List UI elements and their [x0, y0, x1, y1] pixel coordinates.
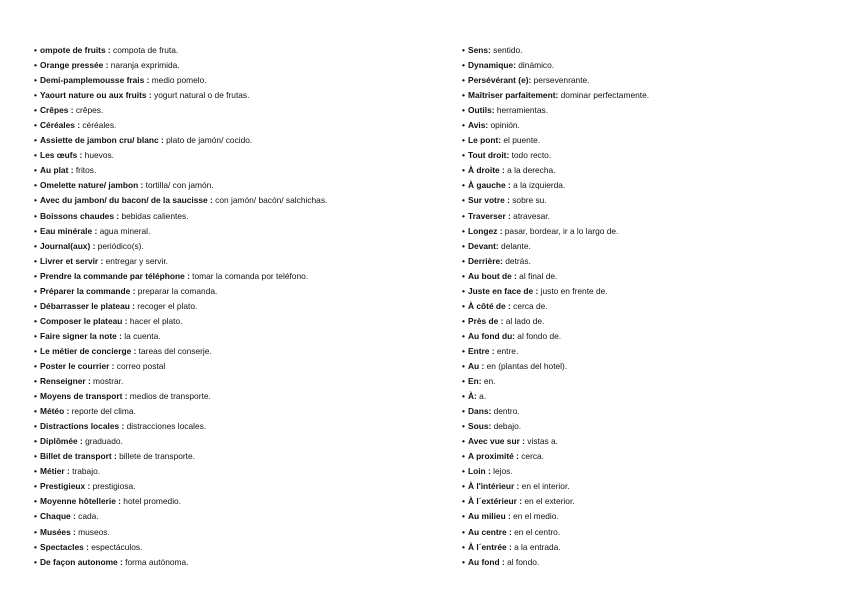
vocab-entry	[462, 540, 832, 555]
vocab-definition: todo recto.	[509, 150, 552, 161]
vocab-entry	[34, 163, 434, 178]
vocab-term: Près de :	[468, 315, 504, 326]
vocab-term: Avec du jambon/ du bacon/ de la saucisse :	[40, 195, 213, 206]
vocab-definition: opinión.	[488, 120, 520, 131]
vocab-definition: el puente.	[501, 135, 541, 146]
vocab-entry	[34, 419, 434, 434]
vocab-definition: herramientas.	[494, 105, 549, 116]
vocab-definition: preparar la comanda.	[135, 285, 218, 296]
bullet-icon: •	[34, 240, 37, 251]
vocab-entry	[34, 193, 434, 208]
vocab-entry	[462, 509, 832, 524]
vocab-definition: tomar la comanda por teléfono.	[189, 270, 309, 281]
vocab-definition: distracciones locales.	[124, 421, 207, 432]
bullet-icon: •	[462, 165, 465, 176]
vocab-entry	[34, 540, 434, 555]
vocab-term: Persévérant (e):	[468, 75, 532, 86]
vocab-term: À l´extérieur :	[468, 496, 522, 507]
bullet-icon: •	[34, 345, 37, 356]
vocab-term: À l´entrée :	[468, 541, 512, 552]
vocab-definition: espectáculos.	[88, 541, 143, 552]
vocab-entry	[462, 209, 832, 224]
vocab-entry	[34, 43, 434, 58]
bullet-icon: •	[462, 60, 465, 71]
vocab-term: Longez :	[468, 225, 503, 236]
vocab-entry	[34, 269, 434, 284]
bullet-icon: •	[462, 451, 465, 462]
bullet-icon: •	[462, 541, 465, 552]
vocab-definition: periódico(s).	[95, 240, 144, 251]
vocab-entry	[462, 329, 832, 344]
bullet-icon: •	[462, 496, 465, 507]
bullet-icon: •	[462, 376, 465, 387]
bullet-icon: •	[34, 436, 37, 447]
vocab-definition: detrás.	[502, 255, 531, 266]
vocab-entry	[34, 103, 434, 118]
vocab-definition: hacer el plato.	[127, 315, 183, 326]
vocab-definition: la cuenta.	[121, 330, 161, 341]
bullet-icon: •	[34, 195, 37, 206]
vocab-entry	[462, 494, 832, 509]
vocab-entry	[34, 178, 434, 193]
vocab-definition: dentro.	[491, 406, 520, 417]
vocab-term: Livrer et servir :	[40, 255, 104, 266]
bullet-icon: •	[34, 150, 37, 161]
bullet-icon: •	[462, 511, 465, 522]
vocab-definition: en el interior.	[519, 481, 570, 492]
vocab-definition: reporte del clima.	[69, 406, 136, 417]
bullet-icon: •	[462, 225, 465, 236]
vocabulary-list-right	[462, 43, 832, 570]
vocab-term: Moyens de transport :	[40, 391, 128, 402]
bullet-icon: •	[34, 255, 37, 266]
bullet-icon: •	[34, 165, 37, 176]
vocab-definition: recoger el plato.	[134, 300, 198, 311]
vocab-entry	[462, 374, 832, 389]
bullet-icon: •	[34, 90, 37, 101]
vocab-entry	[462, 389, 832, 404]
vocab-entry	[462, 314, 832, 329]
vocab-term: Sur votre :	[468, 195, 510, 206]
vocab-entry	[34, 299, 434, 314]
bullet-icon: •	[34, 511, 37, 522]
vocab-term: Derrière:	[468, 255, 503, 266]
bullet-icon: •	[462, 556, 465, 567]
vocab-definition: al fondo de.	[514, 330, 562, 341]
vocab-entry	[462, 449, 832, 464]
vocab-entry	[34, 404, 434, 419]
vocab-term: À:	[468, 391, 477, 402]
vocab-term: Tout droit:	[468, 150, 510, 161]
vocab-entry	[34, 329, 434, 344]
vocab-definition: cerca.	[518, 451, 545, 462]
vocab-term: Sous:	[468, 421, 492, 432]
vocab-entry	[462, 103, 832, 118]
vocab-entry	[34, 509, 434, 524]
vocab-entry	[462, 299, 832, 314]
bullet-icon: •	[462, 210, 465, 221]
vocab-entry	[462, 133, 832, 148]
bullet-icon: •	[462, 135, 465, 146]
vocab-entry	[34, 389, 434, 404]
vocab-entry	[34, 344, 434, 359]
bullet-icon: •	[34, 451, 37, 462]
vocab-definition: cada.	[75, 511, 99, 522]
vocab-term: Entre :	[468, 345, 495, 356]
vocab-entry	[34, 525, 434, 540]
bullet-icon: •	[462, 481, 465, 492]
vocab-entry	[34, 239, 434, 254]
vocab-definition: graduado.	[82, 436, 123, 447]
vocab-definition: al final de.	[516, 270, 558, 281]
vocab-entry	[462, 344, 832, 359]
vocab-definition: debajo.	[491, 421, 522, 432]
vocab-entry	[462, 359, 832, 374]
vocab-term: Au centre :	[468, 526, 512, 537]
bullet-icon: •	[462, 330, 465, 341]
vocab-entry	[34, 254, 434, 269]
bullet-icon: •	[34, 75, 37, 86]
vocab-entry	[462, 148, 832, 163]
vocab-term: Céréales :	[40, 120, 81, 131]
vocab-definition: agua mineral.	[97, 225, 151, 236]
vocab-entry	[462, 224, 832, 239]
vocab-entry	[462, 419, 832, 434]
vocab-term: Sens:	[468, 45, 491, 55]
bullet-icon: •	[34, 541, 37, 552]
vocab-term: À l'intérieur :	[468, 481, 520, 492]
vocab-term: Le métier de concierge :	[40, 345, 137, 356]
bullet-icon: •	[462, 285, 465, 296]
vocab-entry	[462, 555, 832, 570]
bullet-icon: •	[462, 406, 465, 417]
vocab-term: Demi-pamplemousse frais :	[40, 75, 150, 86]
vocab-definition: entregar y servir.	[103, 255, 169, 266]
vocab-entry	[34, 284, 434, 299]
bullet-icon: •	[462, 466, 465, 477]
vocab-definition: dominar perfectamente.	[558, 90, 650, 101]
vocab-entry	[462, 163, 832, 178]
vocab-definition: plato de jamón/ cocido.	[163, 135, 253, 146]
vocab-term: Crêpes :	[40, 105, 74, 116]
vocab-definition: entre.	[494, 345, 519, 356]
vocab-entry	[34, 464, 434, 479]
vocab-definition: trabajo.	[69, 466, 101, 477]
vocab-term: Faire signer la note :	[40, 330, 122, 341]
bullet-icon: •	[462, 526, 465, 537]
vocab-term: Omelette nature/ jambon :	[40, 180, 144, 191]
vocab-definition: fritos.	[73, 165, 97, 176]
vocab-definition: en (plantas del hotel).	[484, 360, 568, 371]
vocab-term: Distractions locales :	[40, 421, 125, 432]
bullet-icon: •	[34, 180, 37, 191]
vocab-term: Assiette de jambon cru/ blanc :	[40, 135, 164, 146]
vocab-term: Journal(aux) :	[40, 240, 96, 251]
vocab-entry	[462, 43, 832, 58]
vocab-definition: atravesar.	[510, 210, 550, 221]
vocab-definition: crêpes.	[73, 105, 104, 116]
vocab-term: De façon autonome :	[40, 556, 123, 567]
vocab-term: Spectacles :	[40, 541, 89, 552]
vocab-entry	[462, 58, 832, 73]
vocab-definition: prestigiosa.	[90, 481, 136, 492]
bullet-icon: •	[462, 436, 465, 447]
vocab-term: Moyenne hôtellerie :	[40, 496, 121, 507]
vocab-definition: huevos.	[82, 150, 115, 161]
bullet-icon: •	[462, 105, 465, 116]
vocab-definition: delante.	[498, 240, 531, 251]
vocab-term: Juste en face de :	[468, 285, 539, 296]
vocab-definition: en el exterior.	[522, 496, 575, 507]
vocab-definition: bebidas calientes.	[119, 210, 189, 221]
vocab-entry	[462, 193, 832, 208]
vocab-definition: a la derecha.	[504, 165, 556, 176]
bullet-icon: •	[462, 255, 465, 266]
bullet-icon: •	[34, 481, 37, 492]
vocab-definition: al fondo.	[504, 556, 540, 567]
vocab-term: Billet de transport :	[40, 451, 117, 462]
vocab-definition: dinámico.	[515, 60, 555, 71]
vocab-term: En:	[468, 376, 482, 387]
vocab-definition: mostrar.	[90, 376, 124, 387]
vocab-entry	[462, 464, 832, 479]
vocab-term: Avis:	[468, 120, 489, 131]
vocab-definition: billete de transporte.	[116, 451, 195, 462]
vocab-entry	[34, 58, 434, 73]
vocab-definition: justo en frente de.	[538, 285, 608, 296]
bullet-icon: •	[462, 345, 465, 356]
bullet-icon: •	[462, 421, 465, 432]
vocab-definition: yogurt natural o de frutas.	[151, 90, 250, 101]
vocab-term: Au fond :	[468, 556, 505, 567]
vocab-term: Orange pressée :	[40, 60, 109, 71]
vocab-term: Le pont:	[468, 135, 502, 146]
bullet-icon: •	[462, 360, 465, 371]
vocab-definition: medios de transporte.	[127, 391, 211, 402]
vocab-term: À droite :	[468, 165, 505, 176]
vocab-definition: en el medio.	[510, 511, 559, 522]
vocab-definition: hotel promedio.	[120, 496, 182, 507]
vocab-entry	[462, 118, 832, 133]
vocab-definition: sobre su.	[509, 195, 547, 206]
vocab-entry	[34, 148, 434, 163]
vocab-definition: correo postal	[114, 360, 166, 371]
bullet-icon: •	[34, 556, 37, 567]
vocab-entry	[34, 224, 434, 239]
vocab-entry	[34, 555, 434, 570]
vocab-entry	[34, 374, 434, 389]
vocab-definition: museos.	[75, 526, 110, 537]
vocab-entry	[462, 254, 832, 269]
vocab-term: Les œufs :	[40, 150, 83, 161]
vocab-definition: naranja exprimida.	[108, 60, 180, 71]
vocab-entry	[34, 133, 434, 148]
vocab-entry	[462, 269, 832, 284]
bullet-icon: •	[462, 240, 465, 251]
vocab-entry	[34, 449, 434, 464]
vocab-definition: vistas a.	[524, 436, 558, 447]
vocab-entry	[34, 434, 434, 449]
vocab-term: Au :	[468, 360, 485, 371]
bullet-icon: •	[462, 180, 465, 191]
vocab-term: Yaourt nature ou aux fruits :	[40, 90, 152, 101]
vocab-term: Outils:	[468, 105, 495, 116]
vocab-term: Dynamique:	[468, 60, 516, 71]
bullet-icon: •	[462, 150, 465, 161]
bullet-icon: •	[462, 45, 465, 55]
vocab-entry	[462, 73, 832, 88]
vocab-entry	[34, 88, 434, 103]
vocab-definition: a.	[476, 391, 487, 402]
vocab-term: Prestigieux :	[40, 481, 91, 492]
bullet-icon: •	[462, 75, 465, 86]
vocab-term: À gauche :	[468, 180, 511, 191]
vocab-entry	[34, 73, 434, 88]
vocab-definition: forma autónoma.	[122, 556, 189, 567]
vocab-entry	[462, 404, 832, 419]
bullet-icon: •	[462, 391, 465, 402]
vocab-definition: céréales.	[80, 120, 117, 131]
vocab-entry	[462, 479, 832, 494]
bullet-icon: •	[34, 135, 37, 146]
bullet-icon: •	[34, 391, 37, 402]
vocab-term: Débarrasser le plateau :	[40, 300, 135, 311]
vocab-term: Métier :	[40, 466, 70, 477]
bullet-icon: •	[34, 225, 37, 236]
vocab-entry	[462, 178, 832, 193]
vocab-definition: pasar, bordear, ir a lo largo de.	[502, 225, 619, 236]
vocab-term: Maîtriser parfaitement:	[468, 90, 559, 101]
vocab-term: Musées :	[40, 526, 76, 537]
vocab-entry	[34, 118, 434, 133]
vocab-term: Composer le plateau :	[40, 315, 128, 326]
vocab-term: Au milieu :	[468, 511, 511, 522]
bullet-icon: •	[462, 90, 465, 101]
vocab-entry	[34, 359, 434, 374]
vocabulary-list-left	[34, 43, 434, 570]
bullet-icon: •	[34, 406, 37, 417]
bullet-icon: •	[34, 210, 37, 221]
vocab-term: Poster le courrier :	[40, 360, 115, 371]
vocab-definition: con jamón/ bacón/ salchichas.	[212, 195, 328, 206]
vocab-term: Au fond du:	[468, 330, 515, 341]
vocab-term: ompote de fruits :	[40, 45, 111, 55]
vocab-definition: en.	[481, 376, 496, 387]
vocab-definition: a la izquierda.	[510, 180, 566, 191]
vocab-definition: tareas del conserje.	[136, 345, 212, 356]
bullet-icon: •	[34, 496, 37, 507]
bullet-icon: •	[34, 315, 37, 326]
bullet-icon: •	[34, 421, 37, 432]
bullet-icon: •	[34, 285, 37, 296]
bullet-icon: •	[34, 60, 37, 71]
vocab-definition: en el centro.	[511, 526, 561, 537]
bullet-icon: •	[34, 526, 37, 537]
bullet-icon: •	[462, 195, 465, 206]
vocab-term: Au plat :	[40, 165, 74, 176]
vocab-term: Chaque :	[40, 511, 76, 522]
vocab-term: Diplômée :	[40, 436, 83, 447]
vocab-term: Traverser :	[468, 210, 511, 221]
vocab-definition: tortilla/ con jamón.	[143, 180, 214, 191]
vocab-entry	[462, 88, 832, 103]
vocab-term: Au bout de :	[468, 270, 517, 281]
bullet-icon: •	[34, 466, 37, 477]
bullet-icon: •	[34, 360, 37, 371]
vocab-term: À côté de :	[468, 300, 511, 311]
bullet-icon: •	[34, 120, 37, 131]
vocab-entry	[462, 525, 832, 540]
vocab-term: Préparer la commande :	[40, 285, 136, 296]
vocab-definition: cerca de.	[510, 300, 548, 311]
bullet-icon: •	[34, 270, 37, 281]
bullet-icon: •	[462, 300, 465, 311]
vocab-definition: medio pomelo.	[149, 75, 207, 86]
bullet-icon: •	[462, 270, 465, 281]
vocab-entry	[462, 239, 832, 254]
vocab-term: Devant:	[468, 240, 499, 251]
vocab-term: Eau minérale :	[40, 225, 98, 236]
vocab-entry	[34, 314, 434, 329]
bullet-icon: •	[34, 105, 37, 116]
vocab-entry	[34, 479, 434, 494]
bullet-icon: •	[34, 300, 37, 311]
vocab-entry	[462, 284, 832, 299]
vocab-term: Loin :	[468, 466, 491, 477]
bullet-icon: •	[34, 45, 37, 55]
bullet-icon: •	[34, 376, 37, 387]
vocab-definition: sentido.	[490, 45, 523, 55]
vocab-entry	[34, 209, 434, 224]
vocab-entry	[462, 434, 832, 449]
vocab-entry	[34, 494, 434, 509]
vocab-term: Renseigner :	[40, 376, 91, 387]
vocab-term: A proximité :	[468, 451, 519, 462]
bullet-icon: •	[462, 315, 465, 326]
vocab-definition: persevenrante.	[531, 75, 590, 86]
vocab-term: Boissons chaudes :	[40, 210, 120, 221]
bullet-icon: •	[462, 120, 465, 131]
vocab-definition: lejos.	[490, 466, 513, 477]
vocab-term: Météo :	[40, 406, 70, 417]
vocab-definition: al lado de.	[503, 315, 545, 326]
bullet-icon: •	[34, 330, 37, 341]
vocab-definition: compota de fruta.	[110, 45, 179, 55]
vocab-definition: a la entrada.	[511, 541, 561, 552]
vocab-term: Avec vue sur :	[468, 436, 525, 447]
vocab-term: Prendre la commande par téléphone :	[40, 270, 190, 281]
vocab-term: Dans:	[468, 406, 492, 417]
